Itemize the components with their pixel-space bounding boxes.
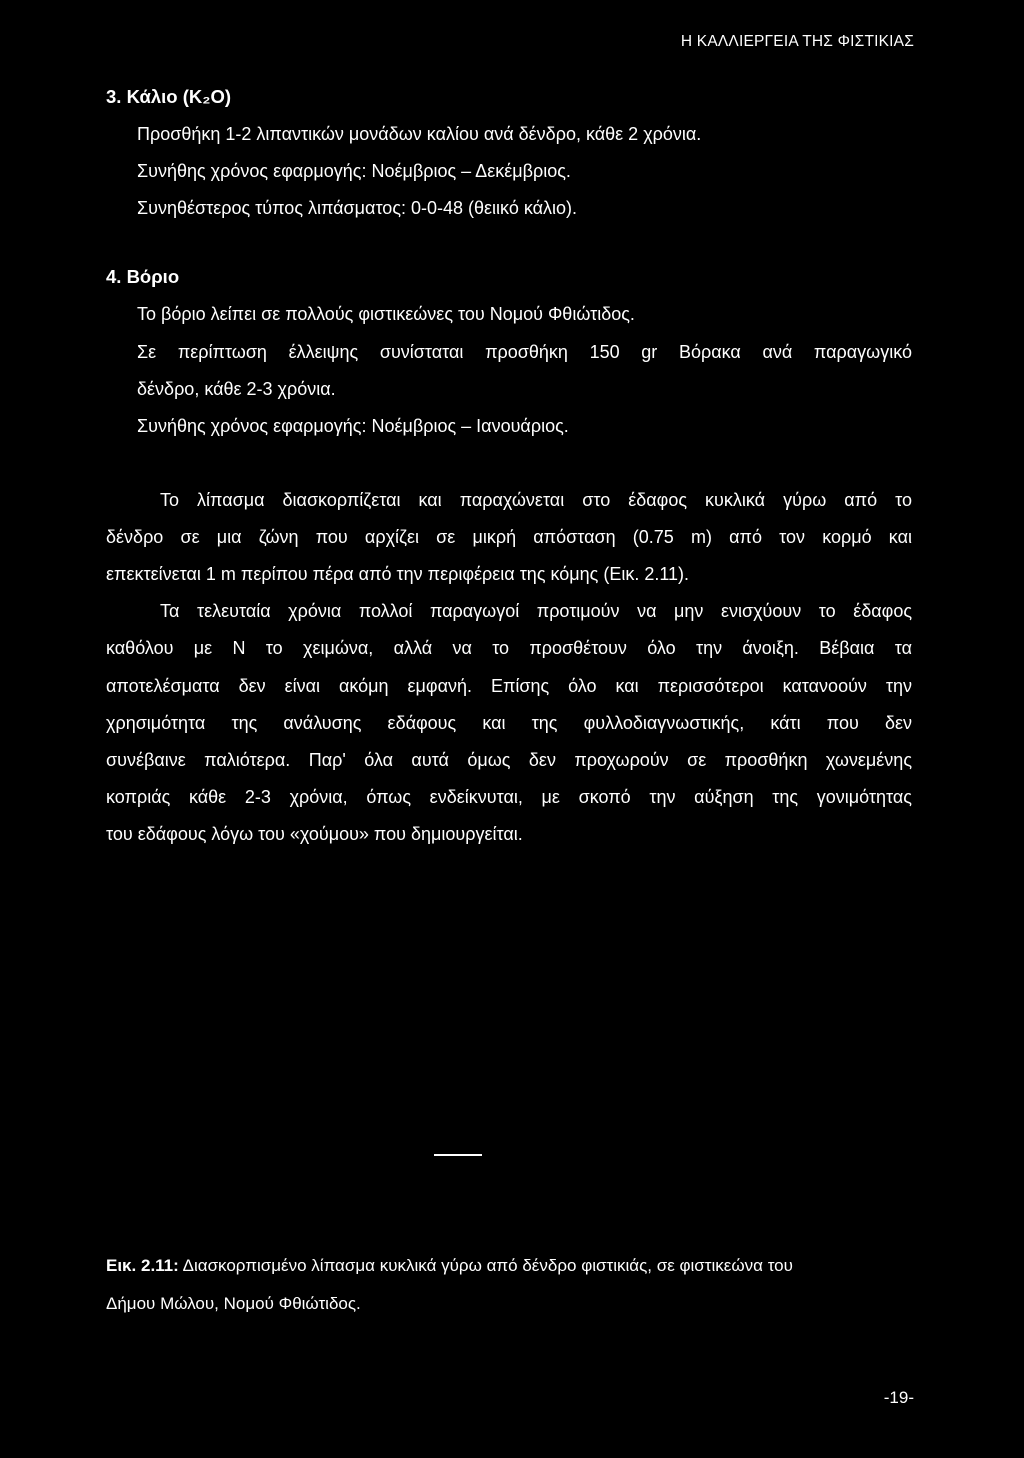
boron-line-1: Το βόριο λείπει σε πολλούς φιστικεώνες του Νομού Φθιώτιδος. [137,304,635,324]
paragraph1-line-3: επεκτείνεται 1 m περίπου πέρα από την περιφέρεια της κόμης (Εικ. 2.11). [106,564,690,584]
paragraph2-line-1: Τα τελευταία χρόνια πολλοί παραγωγοί προτιμούν να μην ενισχύουν το έδαφος [160,601,912,621]
paragraph2-line-7: του εδάφους λόγω του «χούμου» που δημιουργείται. [106,824,523,844]
paragraph2-line-5: συνέβαινε παλιότερα. Παρ' όλα αυτά όμως δεν προχωρούν σε προσθήκη χωνεμένης [106,750,912,770]
paragraph2-line-4: χρησιμότητα της ανάλυσης εδάφους και της φυλλοδιαγνωστικής, κάτι που δεν [106,713,912,733]
page-number: -19- [883,1388,914,1407]
potassium-line-1: Προσθήκη 1-2 λιπαντικών μονάδων καλίου ανά δένδρο, κάθε 2 χρόνια. [137,124,702,144]
boron-line-4: Συνήθης χρόνος εφαρμογής: Νοέμβριος – Ιανουάριος. [137,416,569,436]
figure-separator [434,1154,482,1156]
potassium-line-3: Συνηθέστερος τύπος λιπάσματος: 0-0-48 (θειικό κάλιο). [137,198,578,218]
paragraph1-line-1: Το λίπασμα διασκορπίζεται και παραχώνεται στο έδαφος κυκλικά γύρω από το [160,490,912,510]
figure-caption-label: Εικ. 2.11: [106,1256,179,1275]
figure-caption-line-1 [106,1256,793,1276]
paragraph1-line-2: δένδρο σε μια ζώνη που αρχίζει σε μικρή απόσταση (0.75 m) από τον κορμό και [106,527,912,547]
figure-caption-line-2: Δήμου Μώλου, Νομού Φθιώτιδος. [106,1294,361,1313]
running-header: Η ΚΑΛΛΙΕΡΓΕΙΑ ΤΗΣ ΦΙΣΤΙΚΙΑΣ [680,33,914,50]
paragraph2-line-2: καθόλου με Ν το χειμώνα, αλλά να το προσθέτουν όλο την άνοιξη. Βέβαια τα [106,638,912,658]
boron-line-2: Σε περίπτωση έλλειψης συνίσταται προσθήκη 150 gr Βόρακα ανά παραγωγικό [137,342,912,362]
paragraph2-line-6: κοπριάς κάθε 2-3 χρόνια, όπως ενδείκνυται, με σκοπό την αύξηση της γονιμότητας [106,787,912,807]
figure-caption-text: Διασκορπισμένο λίπασμα κυκλικά γύρω από δένδρο φιστικιάς, σε φιστικεώνα του [182,1256,793,1275]
potassium-line-2: Συνήθης χρόνος εφαρμογής: Νοέμβριος – Δεκέμβριος. [137,161,571,181]
boron-line-3: δένδρο, κάθε 2-3 χρόνια. [137,379,336,399]
paragraph2-line-3: αποτελέσματα δεν είναι ακόμη εμφανή. Επίσης όλο και περισσότεροι κατανοούν την [106,676,912,696]
section-title-potassium: 3. Κάλιο (K₂O) [106,86,232,107]
section-title-boron: 4. Βόριο [106,266,180,287]
